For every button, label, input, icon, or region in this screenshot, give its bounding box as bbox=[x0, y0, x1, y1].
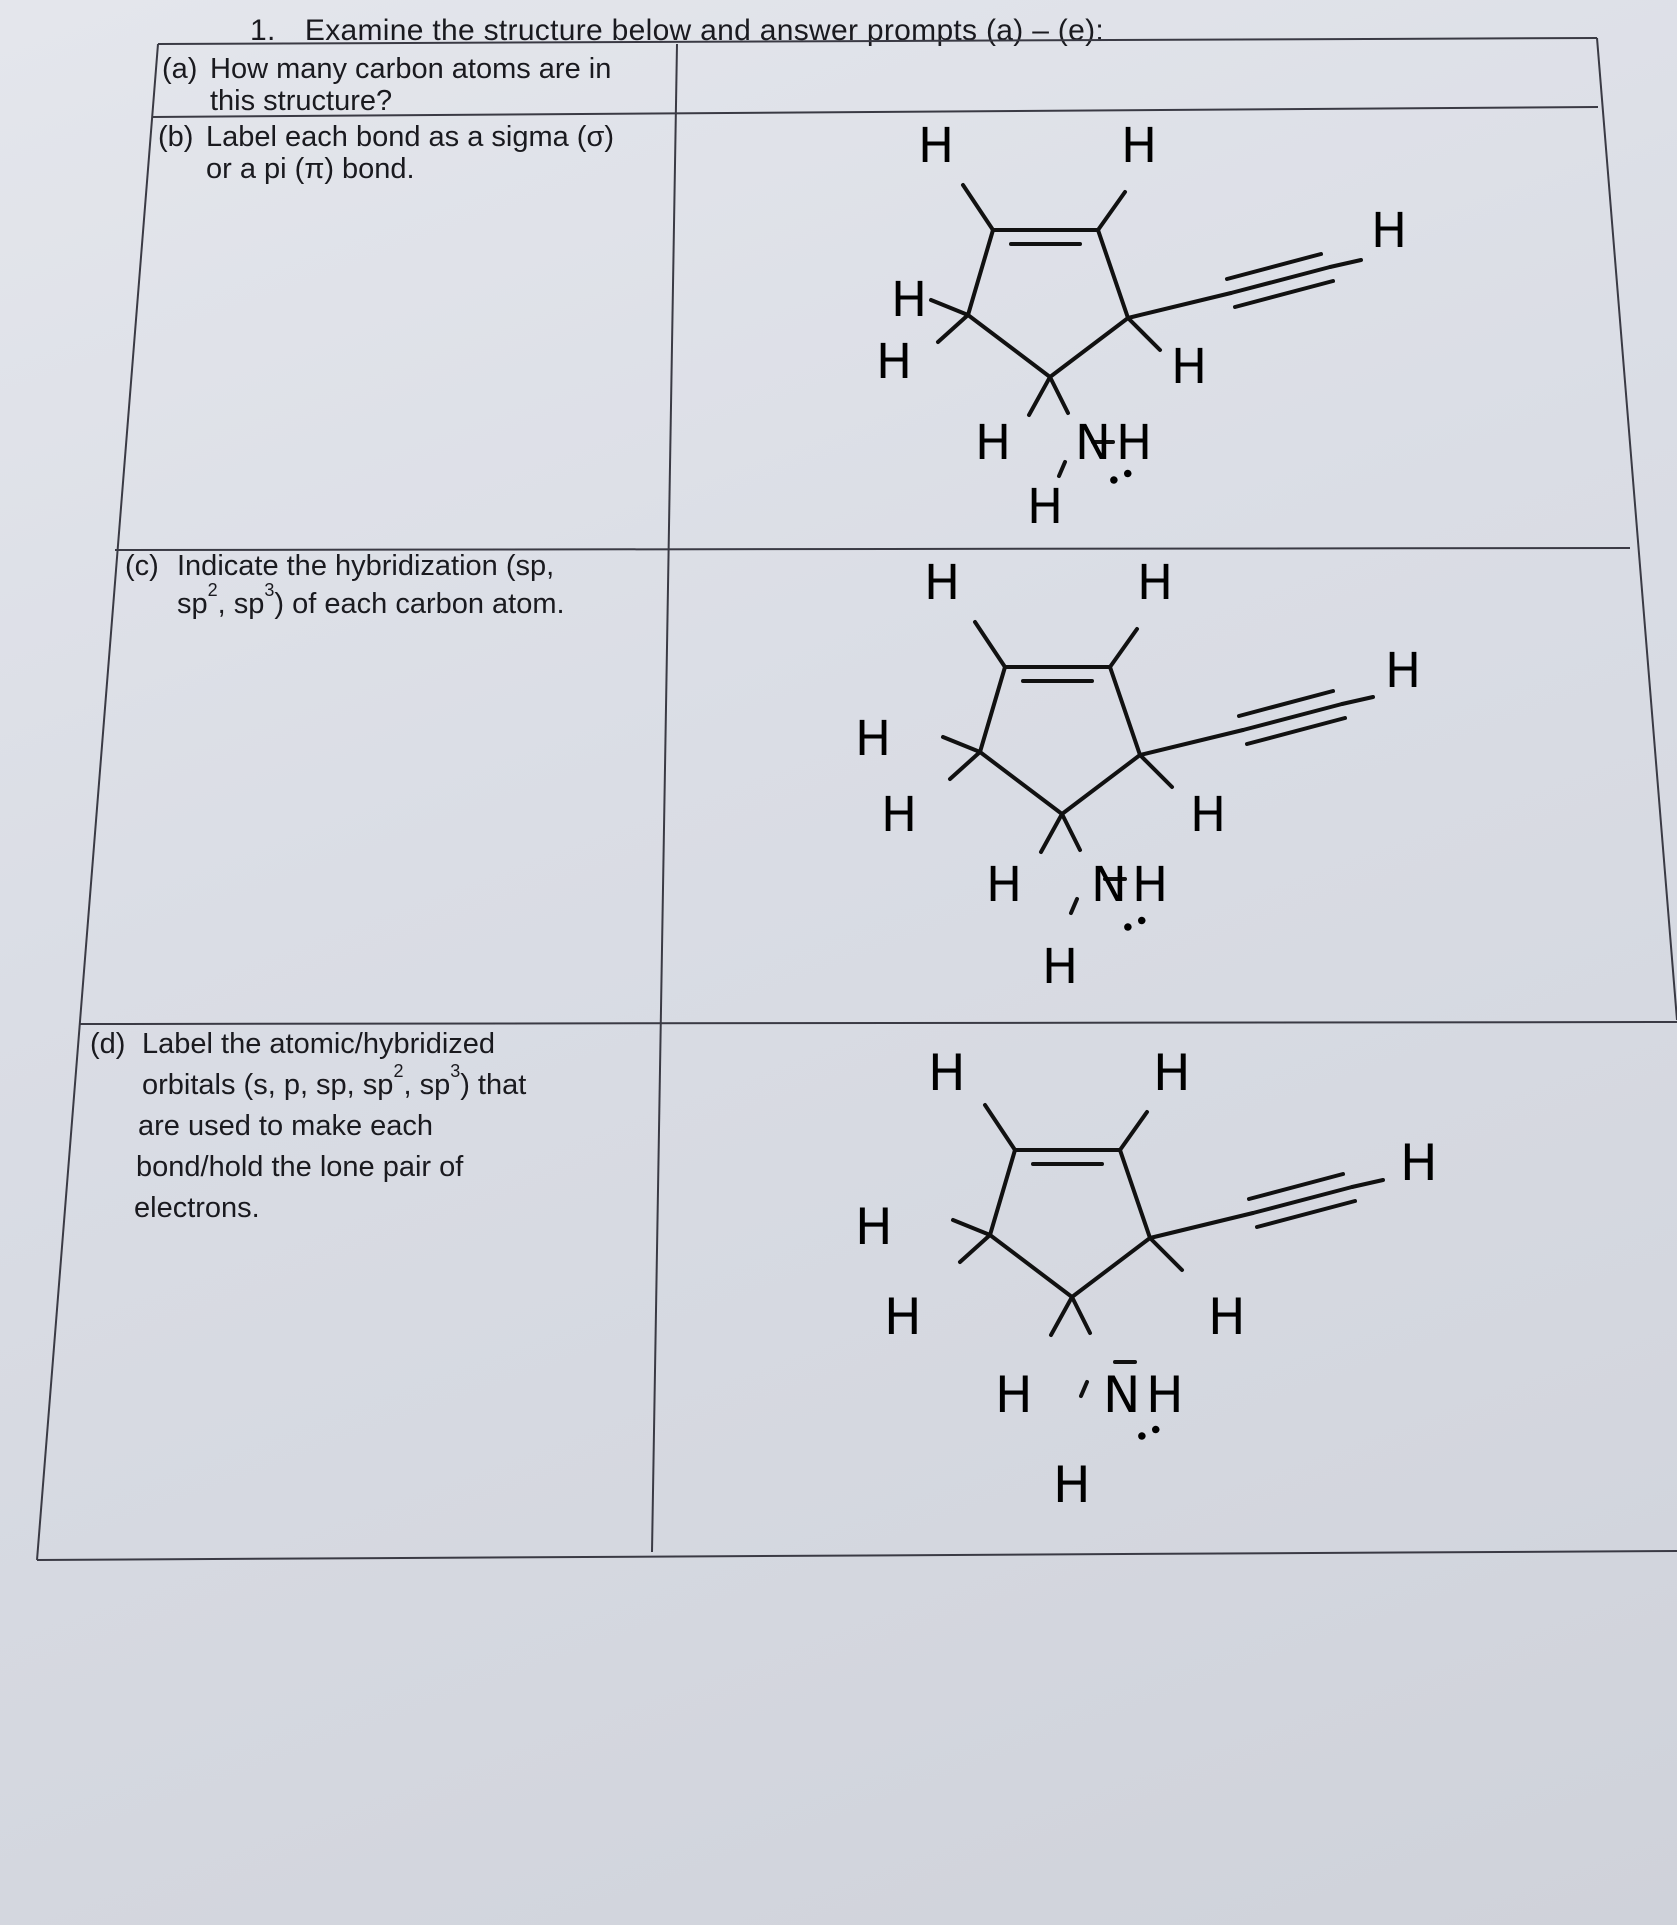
mol-b-h2: H bbox=[1121, 118, 1158, 174]
mol-b-h5: H bbox=[1371, 203, 1408, 259]
prompt-c-label: (c) bbox=[125, 550, 159, 582]
mol-d-n: N bbox=[1103, 1366, 1141, 1424]
mol-b-h8: H bbox=[1116, 415, 1153, 471]
prompt-c-line2a: sp bbox=[177, 588, 208, 620]
prompt-d-line5: electrons. bbox=[134, 1192, 260, 1224]
mol-b-h3: H bbox=[891, 272, 928, 328]
mol-c-h3: H bbox=[855, 711, 892, 767]
mol-d-h9: H bbox=[1053, 1456, 1091, 1514]
mol-c-lone-pair: •• bbox=[1115, 905, 1156, 946]
mol-d-h8: H bbox=[1146, 1366, 1184, 1424]
prompt-a-line2: this structure? bbox=[210, 85, 393, 117]
mol-c-h8: H bbox=[1132, 857, 1169, 913]
prompt-c-sup3: 3 bbox=[264, 580, 275, 600]
prompt-d-line3: are used to make each bbox=[138, 1110, 434, 1142]
prompt-b-line2: or a pi (π) bond. bbox=[206, 153, 415, 185]
prompt-d-label: (d) bbox=[90, 1028, 126, 1060]
question-text: Examine the structure below and answer prompts (a) – (e): bbox=[304, 14, 1105, 47]
molecule-d bbox=[855, 1044, 1438, 1514]
prompt-c-line2b: , sp bbox=[217, 588, 265, 620]
prompt-d-line2a: orbitals (s, p, sp, sp bbox=[142, 1069, 394, 1101]
mol-d-h1: H bbox=[928, 1044, 966, 1102]
mol-d-h2: H bbox=[1153, 1044, 1191, 1102]
mol-c-h9: H bbox=[1042, 939, 1079, 995]
mol-c-h5: H bbox=[1385, 643, 1422, 699]
question-number: 1. bbox=[250, 14, 276, 47]
prompt-b-label: (b) bbox=[158, 121, 194, 153]
mol-d-lone-pair: •• bbox=[1129, 1414, 1170, 1455]
prompt-d-line2c: ) that bbox=[460, 1069, 527, 1101]
mol-d-h4: H bbox=[884, 1288, 922, 1346]
mol-b-n: N bbox=[1075, 415, 1111, 471]
mol-c-h7: H bbox=[986, 857, 1023, 913]
mol-d-h6: H bbox=[1208, 1288, 1246, 1346]
prompt-a-label: (a) bbox=[162, 53, 198, 85]
prompt-d-line2b: , sp bbox=[403, 1069, 451, 1101]
mol-b-h9: H bbox=[1027, 479, 1064, 535]
mol-d-h5: H bbox=[1400, 1134, 1438, 1192]
mol-b-h4: H bbox=[876, 334, 913, 390]
prompt-c-line1: Indicate the hybridization (sp, bbox=[177, 550, 555, 582]
mol-c-h1: H bbox=[924, 555, 961, 611]
mol-c-h6: H bbox=[1190, 787, 1227, 843]
molecule-c bbox=[855, 555, 1421, 995]
mol-c-n: N bbox=[1091, 857, 1127, 913]
molecule-b bbox=[876, 118, 1407, 535]
mol-d-h7: H bbox=[995, 1366, 1033, 1424]
mol-b-lone-pair: •• bbox=[1101, 458, 1142, 499]
prompt-d-line4: bond/hold the lone pair of bbox=[136, 1151, 464, 1183]
mol-b-h7: H bbox=[975, 415, 1012, 471]
mol-d-h3: H bbox=[855, 1198, 893, 1256]
prompt-d-sup2: 2 bbox=[393, 1061, 404, 1081]
mol-c-h4: H bbox=[881, 787, 918, 843]
prompt-c-sup2: 2 bbox=[207, 580, 218, 600]
mol-b-h6: H bbox=[1171, 339, 1208, 395]
prompt-c-line2c: ) of each carbon atom. bbox=[274, 588, 565, 620]
prompt-a-line1: How many carbon atoms are in bbox=[210, 53, 612, 85]
prompt-d-line1: Label the atomic/hybridized bbox=[142, 1028, 496, 1060]
prompt-d-sup3: 3 bbox=[450, 1061, 461, 1081]
prompt-b-line1: Label each bond as a sigma (σ) bbox=[206, 121, 615, 153]
mol-c-h2: H bbox=[1137, 555, 1174, 611]
mol-b-h1: H bbox=[918, 118, 955, 174]
